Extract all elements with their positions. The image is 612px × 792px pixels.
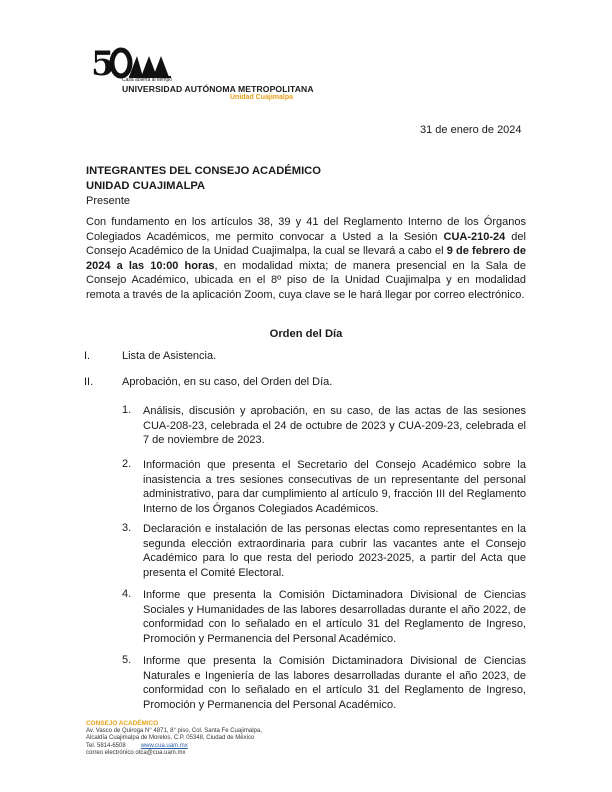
footer-address-line-2: Alcaldía Cuajimalpa de Morelos, C.P. 05348, Ciudad de México (86, 735, 255, 742)
intro-text-1: Con fundamento en los artículos 38, 39 y 41 del Reglamento Interno de los Órganos Colegiados Académicos, me permito convocar a Usted a la Sesión (86, 216, 526, 243)
intro-text-3: , en modalidad mixta; de manera presencial en la Sala de Consejo Académico, ubicada en el 8º piso de la Unidad Cuajimalpa y en modalidad remota a través de la aplicación Zoom, cuya clave se le hará llegar por correo electrónico. (86, 259, 526, 301)
letter-date: 31 de enero de 2024 (420, 124, 522, 136)
roman-item-text: Lista de Asistencia. (122, 350, 217, 362)
agenda-item-number: 3. (122, 522, 132, 534)
roman-number: I. (84, 350, 91, 362)
agenda-item-number: 1. (122, 404, 132, 416)
intro-paragraph (86, 215, 526, 303)
agenda-item-text: Información que presenta el Secretario del Consejo Académico sobre la inasistencia a tres sesiones consecutivas de un representante del personal administrativo, para dar cumplimiento al artículo 9, fracción III del Reglamento Interno de los Órganos Colegiados Académicos. (143, 459, 526, 515)
footer-address-line-1: Av. Vasco de Quiroga N° 4871, 8° piso, Col. Santa Fe Cuajimalpa, (86, 727, 262, 734)
footer-website-link[interactable]: www.cua.uam.mx (140, 742, 188, 749)
agenda-item-text: Análisis, discusión y aprobación, en su caso, de las actas de las sesiones CUA-208-23, celebrada el 24 de octubre de 2023 y CUA-209-23, celebrada el 7 de noviembre de 2023. (143, 405, 526, 447)
footer-contact-line (86, 743, 262, 751)
roman-number: II. (84, 376, 94, 388)
agenda-item-text: Informe que presenta la Comisión Dictaminadora Divisional de Ciencias Naturales e Ingeniería de las labores desarrolladas durante el año 2023, de conformidad con lo señalado en el artículo 31 del Reglamento de Ingreso, Promoción y Permanencia del Personal Académico. (143, 655, 526, 711)
agenda-item-number: 4. (122, 588, 132, 600)
footer-phone: Tel. 5814-6508 (86, 742, 126, 749)
agenda-item-text: Informe que presenta la Comisión Dictaminadora Divisional de Ciencias Sociales y Humanidades de las labores desarrolladas durante el año 2022, de conformidad con lo señalado en el artículo 31 del Reglamento de Ingreso, Promoción y Permanencia del Personal Académico. (143, 589, 526, 645)
footer-title: CONSEJO ACADÉMICO (86, 720, 159, 727)
footer-email: correo electrónico otca@cua.uam.mx (86, 750, 186, 757)
intro-text-2: del Consejo Académico de la Unidad Cuajimalpa, la cual se llevará a cabo el (86, 230, 526, 258)
svg-text:5: 5 (91, 44, 115, 82)
logo-tagline: Casa abierta al tiempo (122, 77, 173, 83)
agenda-item-text: Declaración e instalación de las personas electas como representantes en la segunda elección extraordinaria para cubrir las vacantes ante el Consejo Académico para lo que resta del periodo 2023-2025, a partir del Acta que presenta el Comité Electoral. (143, 523, 526, 579)
session-datetime: 9 de febrero de 2024 a las 10:00 horas (86, 245, 526, 272)
recipient-line-2: UNIDAD CUAJIMALPA (86, 180, 206, 192)
agenda-title: Orden del Día (269, 328, 343, 340)
recipient-line-3: Presente (86, 195, 131, 207)
agenda-item-number: 2. (122, 458, 132, 470)
agenda-item-number: 5. (122, 654, 132, 666)
institution-name: UNIVERSIDAD AUTÓNOMA METROPOLITANA (122, 84, 314, 94)
recipient-line-1: INTEGRANTES DEL CONSEJO ACADÉMICO (86, 165, 321, 177)
session-code: CUA-210-24 (443, 230, 506, 243)
roman-item-text: Aprobación, en su caso, del Orden del Día. (122, 376, 333, 388)
footer-block (86, 720, 262, 758)
institution-unit: Unidad Cuajimalpa (230, 94, 294, 101)
